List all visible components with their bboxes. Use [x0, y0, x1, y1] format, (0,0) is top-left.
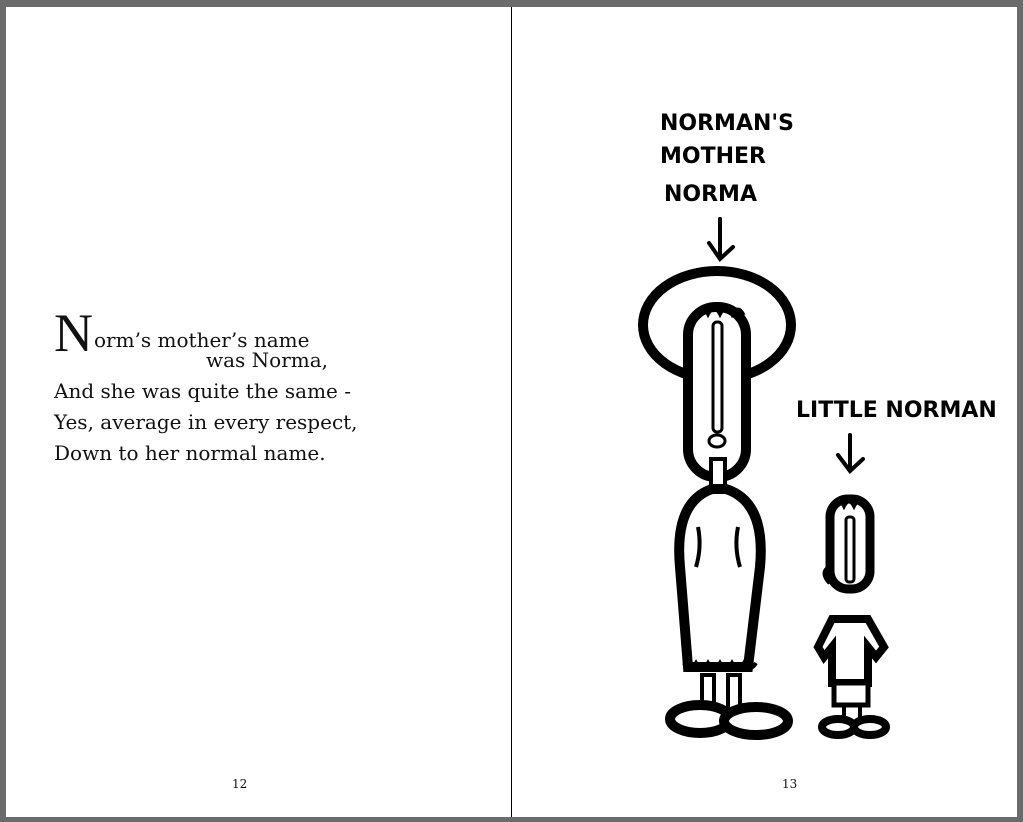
- arrow-down-icon: [838, 435, 863, 471]
- book-spread: [6, 7, 1017, 817]
- label-little-norman: LITTLE NORMAN: [796, 398, 997, 423]
- little-norman-figure: [818, 499, 886, 735]
- left-page: [6, 7, 512, 817]
- verse-line-3: And she was quite the same -: [54, 379, 352, 403]
- verse-line-4: Yes, average in every respect,: [54, 410, 358, 434]
- page-number-left: 12: [232, 777, 248, 791]
- label-mother-line2: MOTHER: [660, 144, 766, 169]
- mother-figure: [643, 271, 791, 735]
- drop-cap: N: [54, 303, 93, 363]
- norma-and-norman-illustration: [512, 7, 1017, 767]
- right-page: [512, 7, 1017, 817]
- label-mother-line3: NORMA: [664, 182, 757, 207]
- verse-line-1-text: orm’s mother’s name: [94, 328, 310, 352]
- arrow-down-icon: [709, 219, 733, 259]
- page-number-right: 13: [782, 777, 798, 791]
- poem-verse: [54, 303, 358, 469]
- label-mother-line1: NORMAN'S: [660, 111, 794, 136]
- verse-line-2: was Norma,: [206, 348, 329, 372]
- verse-line-5: Down to her normal name.: [54, 441, 326, 465]
